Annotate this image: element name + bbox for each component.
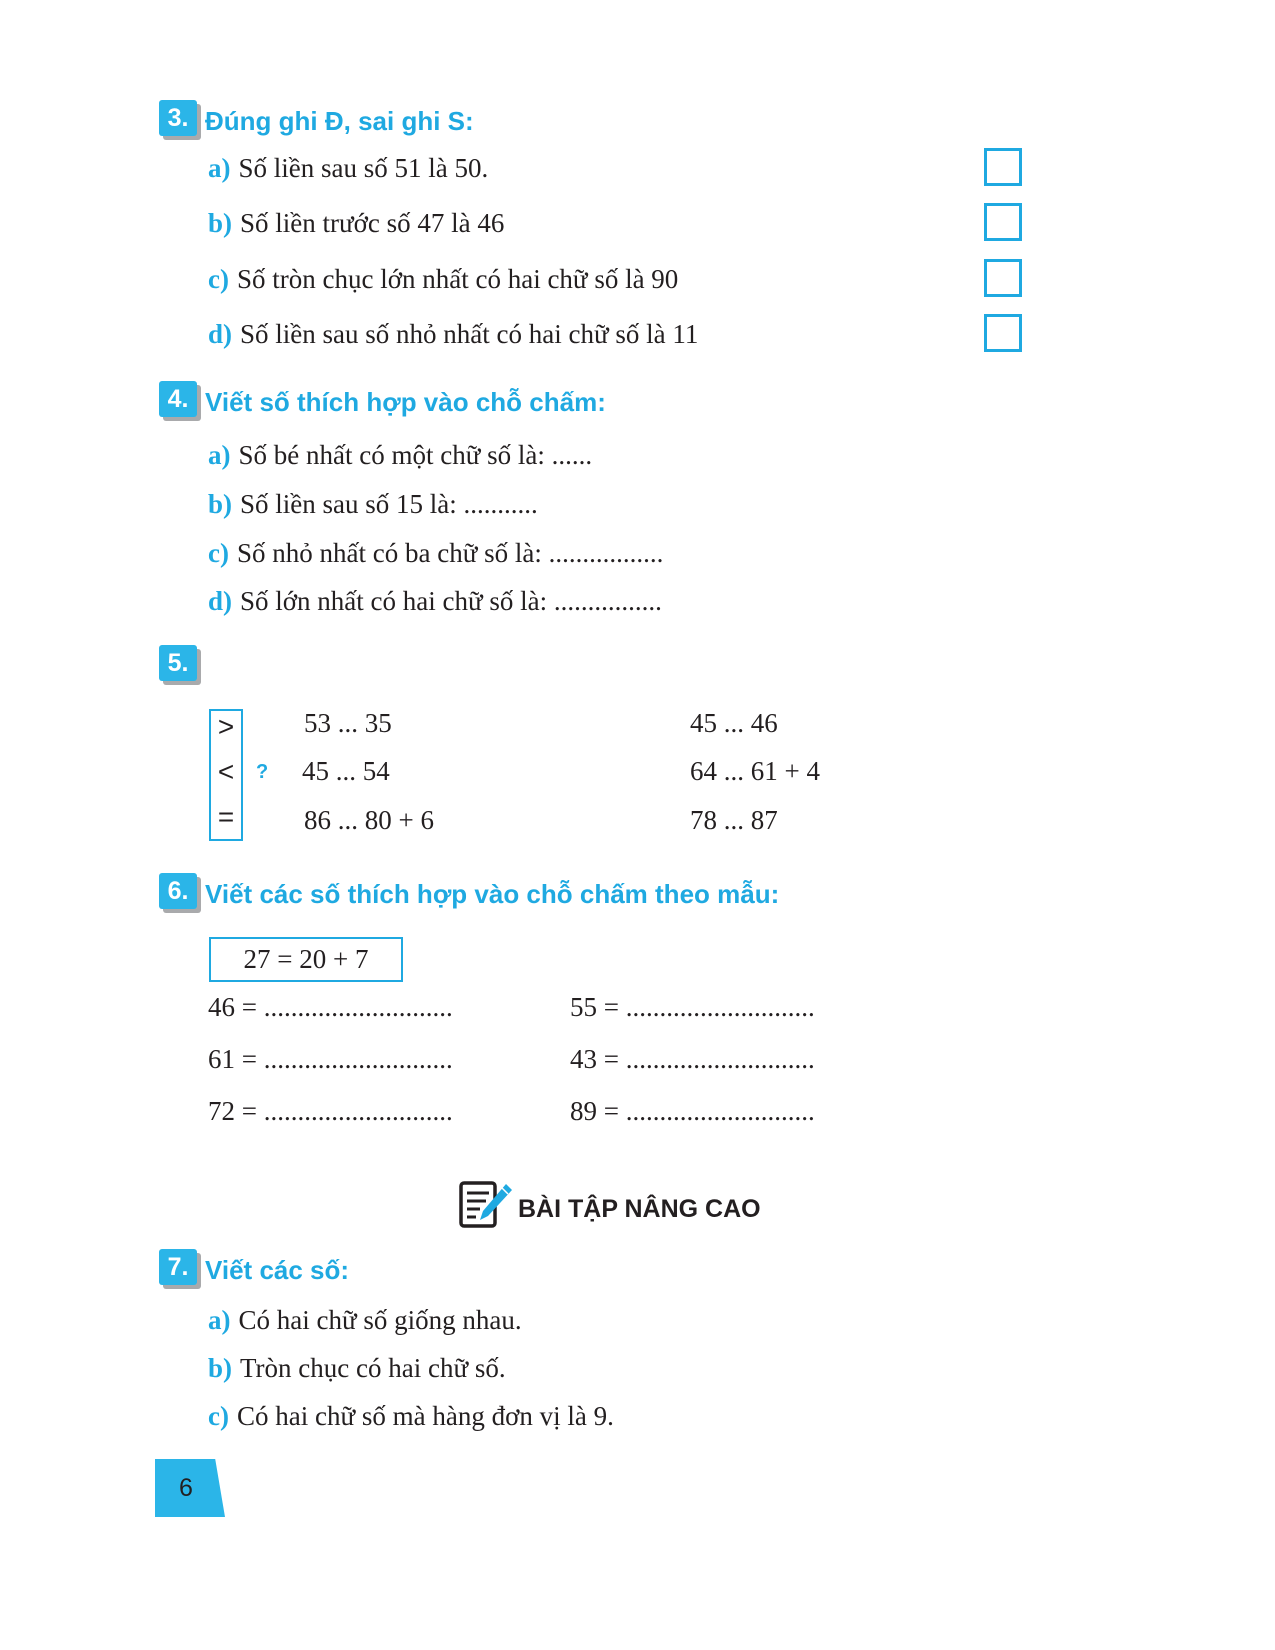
answer-box-a[interactable]: [984, 148, 1022, 186]
fill-right-2[interactable]: 43 = ............................: [570, 1044, 815, 1074]
example-box: 27 = 20 + 7: [209, 937, 403, 982]
item-text: Có hai chữ số mà hàng đơn vị là 9.: [236, 1401, 614, 1431]
item-text: Số liền sau số nhỏ nhất có hai chữ số là 11: [240, 319, 699, 349]
item-label: c): [208, 1401, 229, 1431]
ex4-item-d: [208, 586, 662, 617]
answer-box-d[interactable]: [984, 314, 1022, 352]
greater-sign: >: [217, 711, 235, 742]
fill-left-1[interactable]: 46 = ............................: [208, 992, 453, 1022]
item-label: a): [208, 1305, 231, 1335]
ex3-item-d: [208, 319, 698, 350]
ex7-item-c: [208, 1401, 614, 1432]
fill-right-3[interactable]: 89 = ............................: [570, 1096, 815, 1126]
item-text: Số liền sau số 15 là: ...........: [240, 489, 538, 519]
compare-left-3: 86 ... 80 + 6: [304, 805, 434, 835]
equal-sign: =: [217, 801, 235, 832]
ex4-item-a: [208, 440, 592, 471]
exercise-4-title: Viết số thích hợp vào chỗ chấm:: [205, 387, 606, 417]
compare-right-3: 78 ... 87: [690, 805, 778, 835]
item-label: d): [208, 586, 233, 616]
ex7-item-a: [208, 1305, 522, 1336]
item-label: c): [208, 538, 229, 568]
fill-right-1[interactable]: 55 = ............................: [570, 992, 815, 1022]
ex4-item-b: [208, 489, 538, 520]
answer-box-c[interactable]: [984, 259, 1022, 297]
compare-right-2: 64 ... 61 + 4: [690, 756, 820, 786]
compare-left-1: 53 ... 35: [304, 708, 392, 738]
ex4-item-c: [208, 538, 663, 569]
exercise-5-number: 5.: [159, 645, 197, 681]
compare-left-2: 45 ... 54: [302, 756, 390, 786]
exercise-6-title: Viết các số thích hợp vào chỗ chấm theo mẫu:: [205, 879, 780, 909]
question-mark: ?: [256, 761, 269, 783]
ex3-item-c: [208, 264, 678, 295]
item-text: Số lớn nhất có hai chữ số là: ................: [240, 586, 662, 616]
item-label: a): [208, 440, 231, 470]
item-label: d): [208, 319, 233, 349]
ex7-item-b: [208, 1353, 506, 1384]
exercise-7-title: Viết các số:: [205, 1255, 350, 1285]
item-text: Số bé nhất có một chữ số là: ......: [238, 440, 593, 470]
pencil-note-icon: [458, 1180, 514, 1230]
item-text: Số liền sau số 51 là 50.: [238, 153, 489, 183]
exercise-7-number: 7.: [159, 1249, 197, 1285]
exercise-6-number: 6.: [159, 873, 197, 909]
item-text: Số tròn chục lớn nhất có hai chữ số là 90: [236, 264, 679, 294]
exercise-3-number: 3.: [159, 100, 197, 136]
item-label: b): [208, 1353, 233, 1383]
page-number: 6: [179, 1473, 193, 1502]
item-text: Số nhỏ nhất có ba chữ số là: .................: [236, 538, 664, 568]
advanced-title: BÀI TẬP NÂNG CAO: [518, 1195, 761, 1223]
ex3-item-a: [208, 153, 488, 184]
item-text: Số liền trước số 47 là 46: [240, 208, 505, 238]
fill-left-3[interactable]: 72 = ............................: [208, 1096, 453, 1126]
answer-box-b[interactable]: [984, 203, 1022, 241]
exercise-3-title: Đúng ghi Đ, sai ghi S:: [205, 106, 474, 136]
item-label: c): [208, 264, 229, 294]
item-label: b): [208, 489, 233, 519]
ex3-item-b: [208, 208, 504, 239]
item-label: b): [208, 208, 233, 238]
less-sign: <: [217, 756, 235, 787]
fill-left-2[interactable]: 61 = ............................: [208, 1044, 453, 1074]
item-label: a): [208, 153, 231, 183]
exercise-4-number: 4.: [159, 381, 197, 417]
compare-right-1: 45 ... 46: [690, 708, 778, 738]
item-text: Tròn chục có hai chữ số.: [240, 1353, 506, 1383]
item-text: Có hai chữ số giống nhau.: [238, 1305, 522, 1335]
